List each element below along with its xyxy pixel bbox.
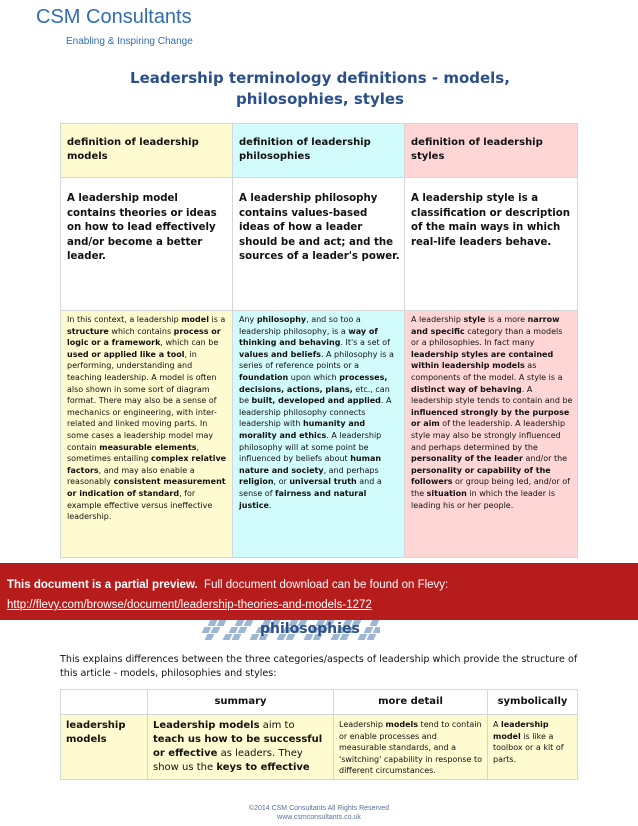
row-summary: Leadership models aim to teach us how to be successful or effective as leaders. They show us the keys to effective <box>148 715 334 780</box>
footer-copyright: ©2014 CSM Consultants All Rights Reserved <box>248 805 390 812</box>
summary-header-symbolically: symbolically <box>488 690 578 715</box>
page-footer <box>0 804 638 822</box>
table-row-headings <box>61 124 578 178</box>
summary-table <box>60 689 578 780</box>
styles-detail: A leadership style is a more narrow and specific category than a models or a philosophies. In fact many leadership styles are contained within leadership models as components of the model. A style is a distinct way of behaving. A leadership style tends to contain and be influenced strongly by the purpose or aim of the leadership. A leadership style may also be strongly influenced and perhaps determined by the personality of the leader and/or the personality or capability of the followers or group being led, and/or of the situation in which the leader is leading his or her people. <box>405 311 578 558</box>
models-detail: In this context, a leadership model is a structure which contains process or logic or a framework, which can be used or applied like a tool, in performing, understanding and teaching leadership. A model is often also shown in some sort of diagram format. There may also be a sense of mechanics or engineering, with inter-related and linked moving parts. In some cases a leadership model may contain measurable elements, sometimes entailing complex relative factors, and may also enable a reasonably consistent measurement or indication of standard, for example effective versus ineffective leadership. <box>61 311 233 558</box>
title-line-2: philosophies, styles <box>236 90 404 108</box>
preview-banner-text: Full document download can be found on Flevy: <box>204 579 449 591</box>
definitions-table <box>60 123 578 558</box>
preview-download-link[interactable]: http://flevy.com/browse/document/leadership-theories-and-models-1272 <box>7 599 372 611</box>
summary-header-detail: more detail <box>334 690 488 715</box>
title-line-1: Leadership terminology definitions - models, <box>130 69 510 87</box>
section-intro: This explains differences between the three categories/aspects of leadership which provide the structure of this article - models, philosophies and styles: <box>60 654 578 679</box>
philosophies-summary: A leadership philosophy contains values-based ideas of how a leader should be and act; and the sources of a leader's power. <box>233 178 405 311</box>
summary-header-row <box>61 690 578 715</box>
summary-header-blank <box>61 690 148 715</box>
styles-heading: definition of leadership styles <box>405 124 578 178</box>
models-heading: definition of leadership models <box>61 124 233 178</box>
table-row <box>61 715 578 780</box>
styles-summary: A leadership style is a classification or description of the main ways in which real-life leaders behave. <box>405 178 578 311</box>
table-row-details <box>61 311 578 558</box>
row-symbolically: A leadership model is like a toolbox or a kit of parts. <box>488 715 578 780</box>
philosophies-detail: Any philosophy, and so too a leadership philosophy, is a way of thinking and behaving. It's a set of values and beliefs. A philosophy is a series of reference points or a foundation upon which processes, decisions, actions, plans, etc., can be built, developed and applied. A leadership philosophy connects leadership with humanity and morality and ethics. A leadership philosophy will at some point be influenced by beliefs about human nature and society, and perhaps religion, or universal truth and a sense of fairness and natural justice. <box>233 311 405 558</box>
summary-header-summary: summary <box>148 690 334 715</box>
row-label: leadership models <box>61 715 148 780</box>
models-summary: A leadership model contains theories or ideas on how to lead effectively and/or become a better leader. <box>61 178 233 311</box>
preview-banner-lead: This document is a partial preview. <box>7 579 198 591</box>
document-title <box>60 68 580 110</box>
section-heading: philosophies <box>260 621 360 637</box>
row-detail: Leadership models tend to contain or enable processes and measurable standards, and a 'switching' capability in response to different circumstances. <box>334 715 488 780</box>
philosophies-heading: definition of leadership philosophies <box>233 124 405 178</box>
brand-tagline: Enabling & Inspiring Change <box>66 36 193 47</box>
table-row-summaries <box>61 178 578 311</box>
brand-name: CSM Consultants <box>36 6 192 28</box>
footer-url: www.csmconsultants.co.uk <box>277 814 361 821</box>
preview-banner <box>0 563 638 620</box>
